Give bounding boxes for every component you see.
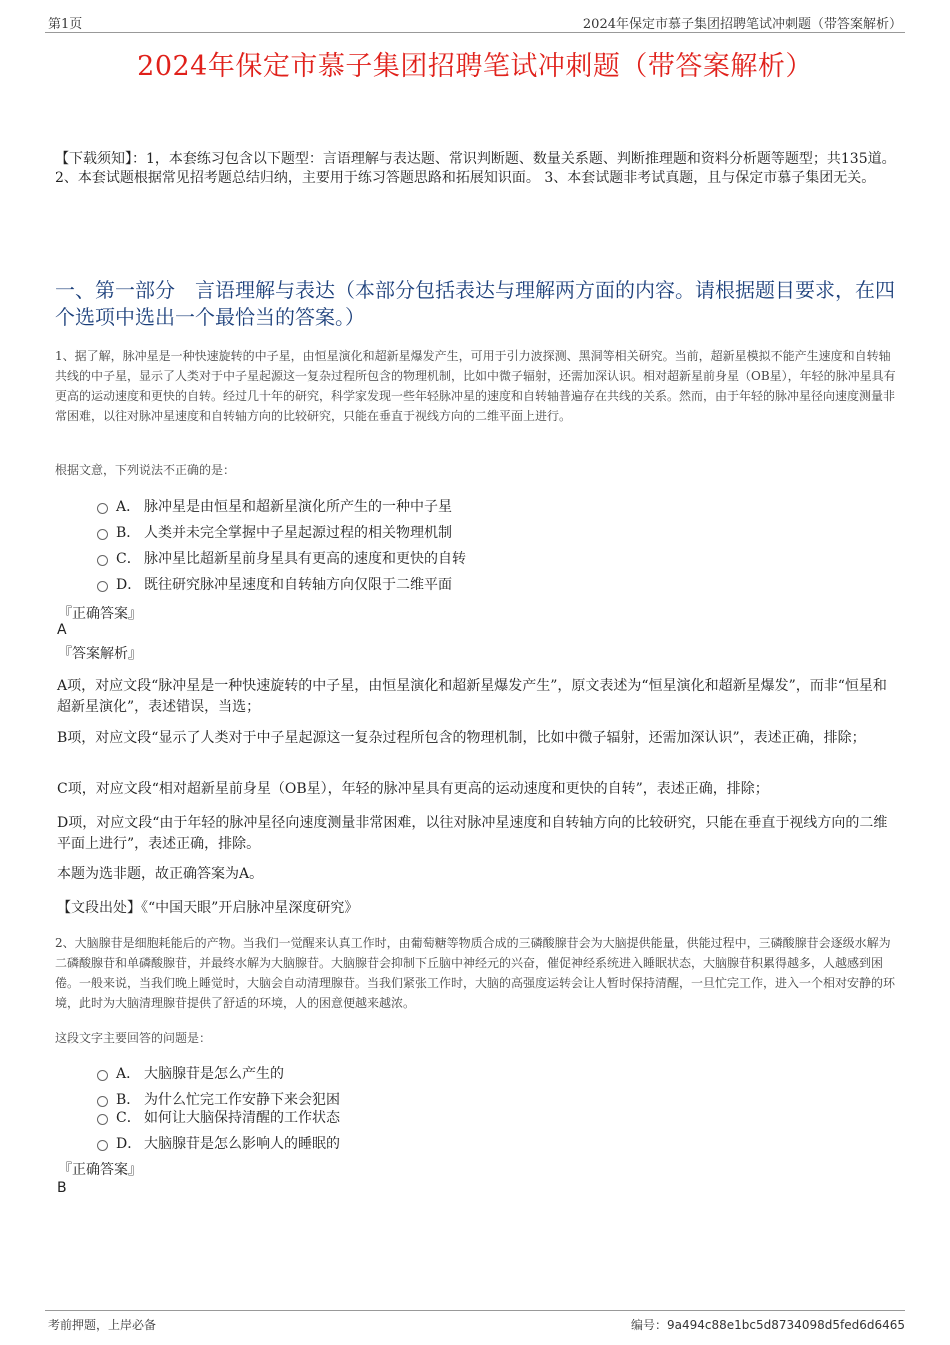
radio-icon[interactable]	[97, 529, 108, 540]
q1-source: 【文段出处】《“中国天眼”开启脉冲星深度研究》	[57, 900, 359, 916]
q2-passage: 2、大脑腺苷是细胞耗能后的产物。当我们一觉醒来认真工作时，由葡萄糖等物质合成的三磷酸腺苷会为大脑提供能量，供能过程中，三磷酸腺苷会逐级水解为二磷酸腺苷和单磷酸腺苷，并最终水解为大脑腺苷。大脑腺苷会抑制下丘脑中神经元的兴奋，催促神经系统进入睡眠状态，大脑腺苷积累得越多，人越感到困倦。一般来说，当我们晚上睡觉时，大脑会自动清理腺苷。当我们紧张工作时，大脑的高强度运转会让人暂时保持清醒，一旦忙完工作，进入一个相对安静的环境，此时为大脑清理腺苷提供了舒适的环境，人的困意便越来越浓。	[55, 936, 896, 1010]
q1-passage: 1、据了解，脉冲星是一种快速旋转的中子星，由恒星演化和超新星爆发产生，可用于引力波探测、黑洞等相关研究。当前，超新星模拟不能产生速度和自转轴共线的中子星，显示了人类对于中子星起源这一复杂过程所包含的物理机制，比如中微子辐射，还需加深认识。相对超新星前身星（OB星），年轻的脉冲星具有更高的运动速度和更快的自转。经过几十年的研究，科学家发现一些年轻脉冲星的速度和自转轴普遍存在共线的关系。然而，由于年轻的脉冲星径向速度测量非常困难，以往对脉冲星速度和自转轴方向的比较研究，只能在垂直于视线方向的二维平面上进行。	[55, 349, 896, 423]
q1-option-b[interactable]: B． 人类并未完全掌握中子星起源过程的相关物理机制	[97, 522, 452, 542]
download-notice: 【下载须知】：1，本套练习包含以下题型：言语理解与表达题、常识判断题、数量关系题、判断推理题和资料分析题等题型；共135道。 2、本套试题根据常见招考题总结归纳，主要用于练习答题思路和拓展知识面。 3、本套试题非考试真题，且与保定市慕子集团无关。	[55, 151, 896, 186]
header-divider	[45, 32, 905, 33]
q1-answer: A	[57, 622, 67, 638]
q1-analysis-a: A项，对应文段“脉冲星是一种快速旋转的中子星，由恒星演化和超新星爆发产生”，原文表述为“恒星演化和超新星爆发”，而非“恒星和超新星演化”，表述错误，当选；	[57, 678, 887, 715]
radio-icon[interactable]	[97, 1114, 108, 1125]
footer-divider	[45, 1310, 905, 1311]
q2-option-c[interactable]: C． 如何让大脑保持清醒的工作状态	[97, 1107, 340, 1127]
radio-icon[interactable]	[97, 503, 108, 514]
page-title: 2024年保定市慕子集团招聘笔试冲刺题（带答案解析）	[137, 51, 813, 82]
q1-question: 根据文意，下列说法不正确的是：	[55, 463, 236, 477]
radio-icon[interactable]	[97, 1140, 108, 1151]
radio-icon[interactable]	[97, 581, 108, 592]
radio-icon[interactable]	[97, 1096, 108, 1107]
footer-slogan: 考前押题，上岸必备	[48, 1318, 157, 1332]
q1-answer-label: 『正确答案』	[58, 606, 142, 622]
header-doc-title: 2024年保定市慕子集团招聘笔试冲刺题（带答案解析）	[582, 17, 902, 32]
q1-analysis-d: D项，对应文段“由于年轻的脉冲星径向速度测量非常困难，以往对脉冲星速度和自转轴方向的比较研究，只能在垂直于视线方向的二维平面上进行”，表述正确，排除。	[57, 815, 888, 852]
q2-question: 这段文字主要回答的问题是：	[55, 1031, 212, 1045]
q1-option-a[interactable]: A． 脉冲星是由恒星和超新星演化所产生的一种中子星	[97, 496, 452, 516]
q1-analysis-c: C项，对应文段“相对超新星前身星（OB星），年轻的脉冲星具有更高的运动速度和更快的自转”，表述正确，排除；	[57, 781, 769, 797]
q2-option-d[interactable]: D． 大脑腺苷是怎么影响人的睡眠的	[97, 1133, 340, 1153]
q2-option-b[interactable]: B． 为什么忙完工作安静下来会犯困	[97, 1089, 340, 1109]
q1-option-c[interactable]: C． 脉冲星比超新星前身星具有更高的速度和更快的自转	[97, 548, 466, 568]
q2-answer-label: 『正确答案』	[58, 1162, 142, 1178]
radio-icon[interactable]	[97, 1070, 108, 1081]
q1-analysis-label: 『答案解析』	[58, 646, 142, 662]
footer-code-label: 编号：	[631, 1318, 668, 1332]
page-number: 第1页	[48, 17, 83, 32]
q1-analysis-b: B项，对应文段“显示了人类对于中子星起源这一复杂过程所包含的物理机制，比如中微子辐射，还需加深认识”，表述正确，排除；	[57, 730, 866, 746]
footer-code	[631, 1316, 905, 1333]
footer-code-value: 9a494c88e1bc5d8734098d5fed6d6465	[667, 1318, 905, 1332]
q2-option-a[interactable]: A． 大脑腺苷是怎么产生的	[97, 1063, 284, 1083]
radio-icon[interactable]	[97, 555, 108, 566]
section-heading: 一、第一部分 言语理解与表达（本部分包括表达与理解两方面的内容。请根据题目要求，在四个选项中选出一个最恰当的答案。）	[55, 278, 895, 329]
q1-analysis-conclusion: 本题为选非题，故正确答案为A。	[57, 866, 264, 882]
q1-option-d[interactable]: D． 既往研究脉冲星速度和自转轴方向仅限于二维平面	[97, 574, 452, 594]
q2-answer: B	[57, 1180, 67, 1196]
